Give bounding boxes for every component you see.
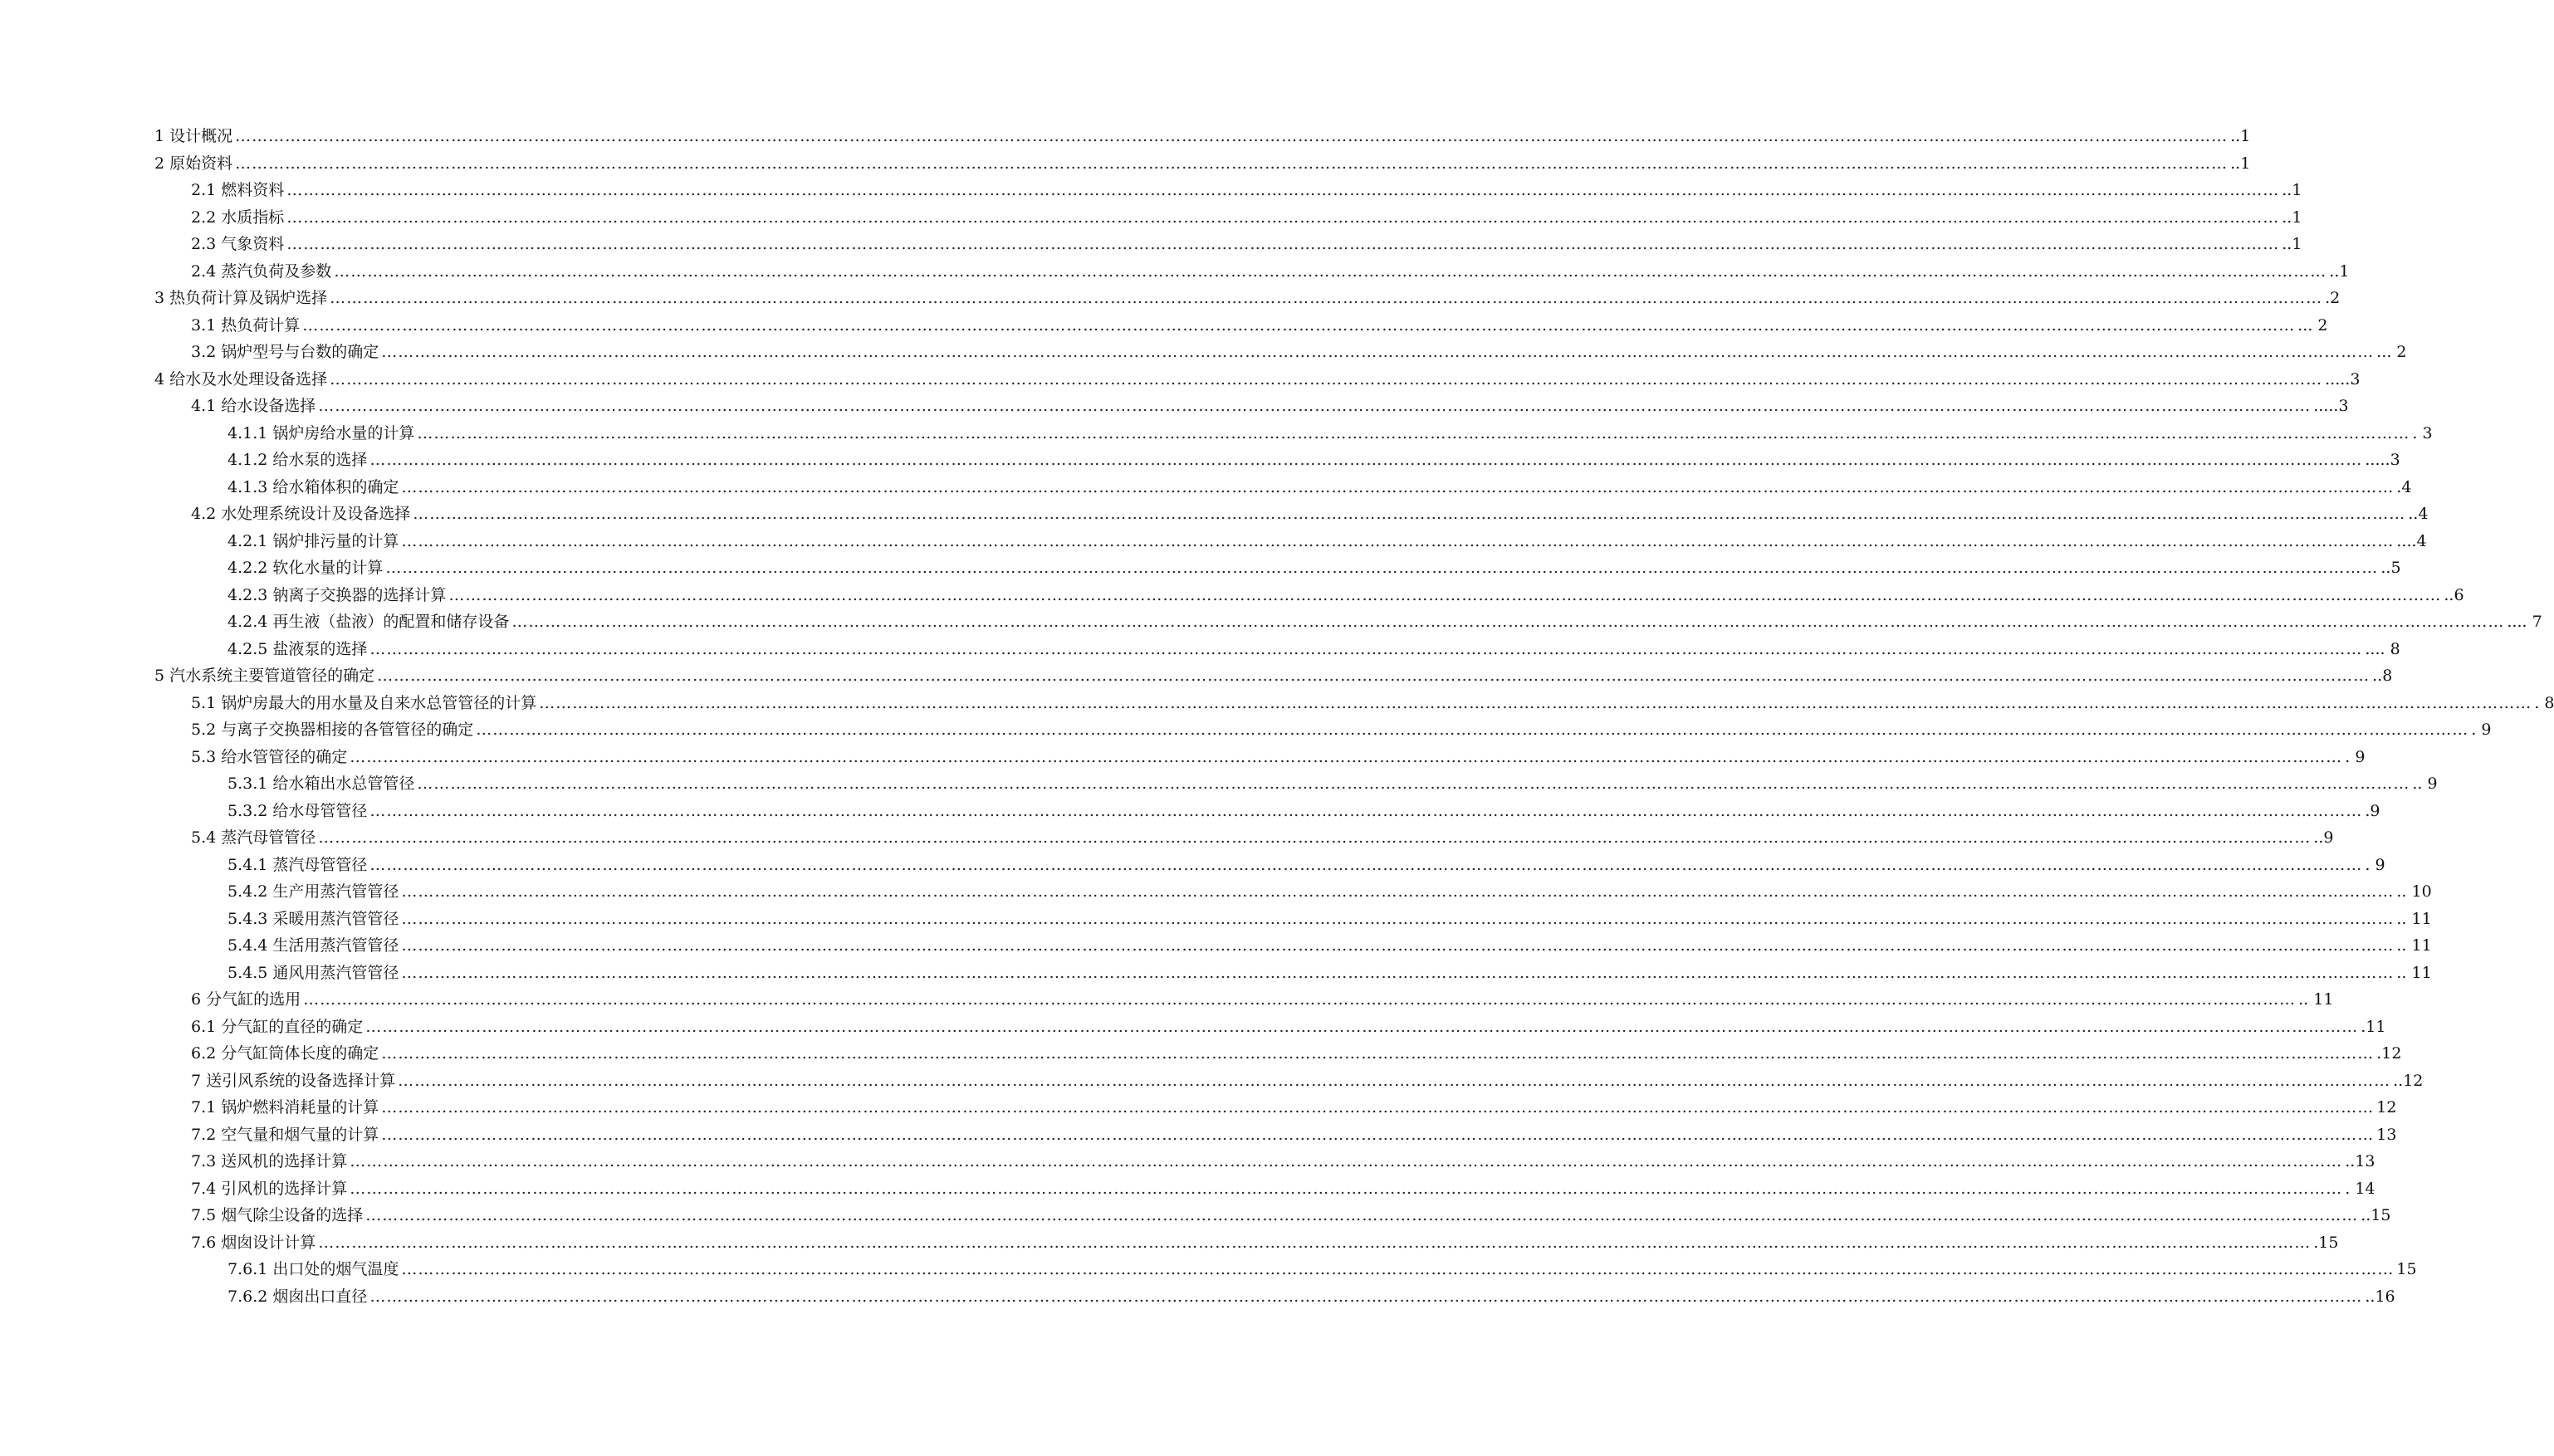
toc-dot-leader: ……………………………………………………………………………………………………………………………………………………………………………………………………………………………………………………………………………………………………………………………… — [401, 477, 2395, 496]
toc-dot-leader: ……………………………………………………………………………………………………………………………………………………………………………………………………………………………………………………………………………………………………………………………… — [476, 721, 2469, 739]
toc-dot-leader: ……………………………………………………………………………………………………………………………………………………………………………………………………………………………………………………………………………………………………………………………… — [401, 909, 2395, 928]
toc-page-number: ..1 — [2329, 261, 2350, 281]
toc-entry-title: 5.4.3 采暖用蒸汽管管径 — [228, 909, 399, 928]
toc-entry — [154, 798, 2380, 825]
toc-dot-leader: ……………………………………………………………………………………………………………………………………………………………………………………………………………………………………………………………………………………………………………………………… — [365, 1017, 2359, 1036]
toc-entry — [154, 690, 2554, 717]
toc-entry-title: 4.2.3 钠离子交换器的选择计算 — [228, 585, 447, 604]
toc-dot-leader: ……………………………………………………………………………………………………………………………………………………………………………………………………………………………………………………………………………………………………………………………… — [369, 801, 2363, 820]
toc-entry-title: 7.6 烟囱设计计算 — [191, 1233, 316, 1252]
toc-entry-title: 2 原始资料 — [154, 154, 233, 173]
toc-dot-leader: ……………………………………………………………………………………………………………………………………………………………………………………………………………………………………………………………………………………………………………………………… — [511, 613, 2505, 631]
toc-dot-leader: ……………………………………………………………………………………………………………………………………………………………………………………………………………………………………………………………………………………………………………………………… — [401, 531, 2395, 550]
toc-page-number: .....3 — [2325, 369, 2361, 388]
toc-page-number: ... 2 — [2297, 315, 2328, 335]
toc-dot-leader: ……………………………………………………………………………………………………………………………………………………………………………………………………………………………………………………………………………………………………………………………… — [401, 963, 2395, 982]
toc-entry-title: 2.4 蒸汽负荷及参数 — [191, 261, 332, 281]
toc-page-number: .... 7 — [2507, 613, 2542, 631]
toc-dot-leader: ……………………………………………………………………………………………………………………………………………………………………………………………………………………………………………………………………………………………………………………………… — [286, 208, 2280, 227]
toc-entry-title: 3 热负荷计算及锅炉选择 — [154, 289, 328, 307]
toc-page-number: . 9 — [2471, 721, 2492, 739]
toc-entry — [154, 1283, 2395, 1311]
toc-dot-leader: ……………………………………………………………………………………………………………………………………………………………………………………………………………………………………………………………………………………………………………………………… — [350, 747, 2343, 766]
toc-entry — [154, 123, 2251, 150]
toc-dot-leader: ……………………………………………………………………………………………………………………………………………………………………………………………………………………………………………………………………………………………………………………………… — [302, 315, 2296, 335]
toc-dot-leader: ……………………………………………………………………………………………………………………………………………………………………………………………………………………………………………………………………………………………………………………………… — [235, 154, 2229, 173]
toc-entry — [154, 636, 2400, 663]
toc-dot-leader: ……………………………………………………………………………………………………………………………………………………………………………………………………………………………………………………………………………………………………………………………… — [369, 1287, 2363, 1306]
toc-page-number: ..1 — [2230, 154, 2251, 173]
toc-entry — [154, 1175, 2375, 1203]
toc-entry-title: 7.4 引风机的选择计算 — [191, 1179, 348, 1198]
toc-entry-title: 4.2.2 软化水量的计算 — [228, 559, 384, 577]
toc-page-number: ..1 — [2282, 235, 2302, 253]
toc-entry — [154, 932, 2432, 960]
toc-page-number: . 9 — [2365, 855, 2385, 874]
toc-page-number: .. 11 — [2396, 963, 2432, 982]
toc-entry-title: 4.1.3 给水箱体积的确定 — [228, 477, 399, 496]
toc-entry — [154, 258, 2350, 286]
toc-entry-title: 4.2.4 再生液（盐液）的配置和储存设备 — [228, 613, 510, 631]
toc-dot-leader: ……………………………………………………………………………………………………………………………………………………………………………………………………………………………………………………………………………………………………………………………… — [350, 1179, 2343, 1198]
toc-entry — [154, 177, 2302, 204]
toc-entry-title: 4.1 给水设备选择 — [191, 397, 316, 415]
toc-entry-title: 4.2.1 锅炉排污量的计算 — [228, 531, 399, 550]
toc-page-number: .. 9 — [2412, 774, 2438, 793]
toc-entry-title: 5.3 给水管管径的确定 — [191, 747, 348, 766]
toc-dot-leader: ……………………………………………………………………………………………………………………………………………………………………………………………………………………………………………………………………………………………………………………………… — [377, 667, 2371, 685]
toc-page-number: .... 8 — [2365, 639, 2400, 658]
toc-dot-leader: ……………………………………………………………………………………………………………………………………………………………………………………………………………………………………………………………………………………………………………………………… — [369, 639, 2363, 658]
toc-dot-leader: ……………………………………………………………………………………………………………………………………………………………………………………………………………………………………………………………………………………………………………………………… — [398, 1071, 2391, 1090]
toc-entry — [154, 1202, 2391, 1229]
toc-entry — [154, 1040, 2402, 1068]
toc-dot-leader: ……………………………………………………………………………………………………………………………………………………………………………………………………………………………………………………………………………………………………………………………… — [401, 882, 2395, 901]
toc-dot-leader: ……………………………………………………………………………………………………………………………………………………………………………………………………………………………………………………………………………………………………………………………… — [381, 1098, 2375, 1116]
toc-page-number: .. 11 — [2298, 990, 2334, 1009]
table-of-contents — [154, 123, 2554, 1310]
toc-page-number: .2 — [2325, 289, 2341, 307]
toc-page-number: .9 — [2365, 801, 2380, 820]
toc-entry-title: 5.4.1 蒸汽母管管径 — [228, 855, 368, 874]
toc-entry-title: 4.1.2 给水泵的选择 — [228, 451, 368, 469]
toc-entry-title: 2.3 气象资料 — [191, 235, 285, 253]
toc-entry — [154, 662, 2393, 690]
toc-entry — [154, 906, 2432, 933]
toc-page-number: ..4 — [2408, 505, 2429, 523]
toc-entry — [154, 447, 2400, 474]
toc-entry — [154, 1094, 2397, 1121]
toc-page-number: .. 11 — [2396, 909, 2432, 928]
toc-page-number: .4 — [2396, 477, 2412, 496]
toc-page-number: 15 — [2396, 1260, 2417, 1278]
toc-entry-title: 5.4 蒸汽母管管径 — [191, 828, 316, 847]
toc-dot-leader: ……………………………………………………………………………………………………………………………………………………………………………………………………………………………………………………………………………………………………………………………… — [539, 693, 2532, 712]
toc-page-number: .12 — [2376, 1044, 2402, 1063]
toc-dot-leader: ……………………………………………………………………………………………………………………………………………………………………………………………………………………………………………………………………………………………………………………………… — [350, 1152, 2343, 1170]
toc-dot-leader: ……………………………………………………………………………………………………………………………………………………………………………………………………………………………………………………………………………………………………………………………… — [401, 936, 2395, 955]
toc-entry-title: 2.1 燃料资料 — [191, 181, 285, 199]
toc-entry-title: 5.3.2 给水母管管径 — [228, 801, 368, 820]
toc-entry-title: 7.3 送风机的选择计算 — [191, 1152, 348, 1170]
toc-entry — [154, 770, 2438, 798]
toc-dot-leader: ……………………………………………………………………………………………………………………………………………………………………………………………………………………………………………………………………………………………………………………………… — [334, 261, 2327, 281]
toc-page-number: ... 2 — [2376, 343, 2407, 361]
toc-entry — [154, 1068, 2424, 1095]
toc-dot-leader: ……………………………………………………………………………………………………………………………………………………………………………………………………………………………………………………………………………………………………………………………… — [318, 397, 2312, 415]
toc-page-number: ..13 — [2345, 1152, 2375, 1170]
toc-page-number: .11 — [2361, 1017, 2386, 1036]
toc-dot-leader: ……………………………………………………………………………………………………………………………………………………………………………………………………………………………………………………………………………………………………………………………… — [318, 1233, 2312, 1252]
toc-entry — [154, 204, 2302, 232]
toc-entry — [154, 366, 2361, 393]
toc-dot-leader: ……………………………………………………………………………………………………………………………………………………………………………………………………………………………………………………………………………………………………………………………… — [369, 451, 2363, 469]
toc-dot-leader: ……………………………………………………………………………………………………………………………………………………………………………………………………………………………………………………………………………………………………………………………… — [330, 369, 2323, 388]
toc-entry-title: 7.6.2 烟囱出口直径 — [228, 1287, 368, 1306]
toc-page-number: .....3 — [2313, 397, 2349, 415]
toc-entry-title: 5.4.2 生产用蒸汽管管径 — [228, 882, 399, 901]
toc-entry-title: 7.1 锅炉燃料消耗量的计算 — [191, 1098, 379, 1116]
toc-dot-leader: ……………………………………………………………………………………………………………………………………………………………………………………………………………………………………………………………………………………………………………………………… — [330, 289, 2323, 307]
toc-page-number: ..8 — [2372, 667, 2393, 685]
toc-entry — [154, 528, 2427, 555]
toc-entry — [154, 312, 2328, 340]
toc-entry — [154, 986, 2334, 1014]
toc-page-number: .15 — [2313, 1233, 2339, 1252]
toc-page-number: 12 — [2376, 1098, 2397, 1116]
toc-page-number: ..1 — [2230, 127, 2251, 145]
toc-dot-leader: ……………………………………………………………………………………………………………………………………………………………………………………………………………………………………………………………………………………………………………………………… — [413, 505, 2406, 523]
toc-entry-title: 5.4.5 通风用蒸汽管管径 — [228, 963, 399, 982]
toc-page-number: .. 11 — [2396, 936, 2432, 955]
toc-page-number: . 14 — [2345, 1179, 2375, 1198]
toc-dot-leader: ……………………………………………………………………………………………………………………………………………………………………………………………………………………………………………………………………………………………………………………………… — [286, 181, 2280, 199]
toc-dot-leader: ……………………………………………………………………………………………………………………………………………………………………………………………………………………………………………………………………………………………………………………………… — [303, 990, 2297, 1009]
toc-page-number: ..6 — [2444, 585, 2464, 604]
toc-entry-title: 2.2 水质指标 — [191, 208, 285, 227]
toc-dot-leader: ……………………………………………………………………………………………………………………………………………………………………………………………………………………………………………………………………………………………………………………………… — [369, 855, 2363, 874]
toc-entry — [154, 960, 2432, 987]
toc-page-number: ..1 — [2282, 181, 2302, 199]
toc-entry — [154, 285, 2341, 312]
toc-entry — [154, 1148, 2375, 1175]
toc-entry — [154, 608, 2542, 636]
toc-entry-title: 7 送引风系统的设备选择计算 — [191, 1071, 396, 1090]
toc-entry-title: 3.2 锅炉型号与台数的确定 — [191, 343, 379, 361]
toc-entry-title: 3.1 热负荷计算 — [191, 315, 301, 335]
toc-entry — [154, 555, 2401, 582]
toc-entry — [154, 824, 2334, 852]
toc-entry-title: 7.6.1 出口处的烟气温度 — [228, 1260, 399, 1278]
toc-entry-title: 7.5 烟气除尘设备的选择 — [191, 1206, 364, 1224]
toc-entry — [154, 1229, 2339, 1257]
toc-dot-leader: ……………………………………………………………………………………………………………………………………………………………………………………………………………………………………………………………………………………………………………………………… — [417, 774, 2410, 793]
toc-page-number: 13 — [2376, 1125, 2397, 1144]
toc-page-number: ..5 — [2380, 559, 2401, 577]
toc-page-number: .. 10 — [2396, 882, 2432, 901]
toc-entry-title: 1 设计概况 — [154, 127, 233, 145]
toc-entry-title: 6.1 分气缸的直径的确定 — [191, 1017, 364, 1036]
toc-page-number: ..15 — [2361, 1206, 2391, 1224]
toc-page-number: . 8 — [2534, 693, 2554, 712]
toc-entry-title: 4 给水及水处理设备选择 — [154, 369, 328, 388]
toc-entry — [154, 1256, 2417, 1283]
toc-page-number: .....3 — [2365, 451, 2400, 469]
toc-dot-leader: ……………………………………………………………………………………………………………………………………………………………………………………………………………………………………………………………………………………………………………………………… — [286, 235, 2280, 253]
toc-entry-title: 5 汽水系统主要管道管径的确定 — [154, 667, 375, 685]
toc-dot-leader: ……………………………………………………………………………………………………………………………………………………………………………………………………………………………………………………………………………………………………………………………… — [381, 1125, 2375, 1144]
toc-entry — [154, 1121, 2397, 1149]
toc-dot-leader: ……………………………………………………………………………………………………………………………………………………………………………………………………………………………………………………………………………………………………………………………… — [235, 127, 2229, 145]
toc-page-number: ..9 — [2313, 828, 2334, 847]
toc-entry — [154, 501, 2429, 528]
toc-dot-leader: ……………………………………………………………………………………………………………………………………………………………………………………………………………………………………………………………………………………………………………………………… — [417, 423, 2410, 442]
toc-entry — [154, 339, 2407, 366]
toc-entry — [154, 420, 2433, 447]
toc-entry — [154, 150, 2251, 178]
toc-dot-leader: ……………………………………………………………………………………………………………………………………………………………………………………………………………………………………………………………………………………………………………………………… — [448, 585, 2442, 604]
toc-entry-title: 5.3.1 给水箱出水总管管径 — [228, 774, 415, 793]
toc-dot-leader: ……………………………………………………………………………………………………………………………………………………………………………………………………………………………………………………………………………………………………………………………… — [385, 559, 2379, 577]
toc-entry — [154, 582, 2464, 609]
toc-entry — [154, 1014, 2386, 1041]
toc-dot-leader: ……………………………………………………………………………………………………………………………………………………………………………………………………………………………………………………………………………………………………………………………… — [365, 1206, 2359, 1224]
toc-page-number: ....4 — [2396, 531, 2427, 550]
toc-entry — [154, 852, 2385, 879]
toc-dot-leader: ……………………………………………………………………………………………………………………………………………………………………………………………………………………………………………………………………………………………………………………………… — [318, 828, 2312, 847]
toc-entry-title: 4.2 水处理系统设计及设备选择 — [191, 505, 411, 523]
toc-entry-title: 6 分气缸的选用 — [191, 990, 301, 1009]
toc-entry-title: 6.2 分气缸筒体长度的确定 — [191, 1044, 379, 1063]
toc-entry — [154, 393, 2349, 420]
toc-entry-title: 5.1 锅炉房最大的用水量及自来水总管管径的计算 — [191, 693, 537, 712]
toc-entry — [154, 231, 2302, 258]
toc-page-number: ..16 — [2365, 1287, 2395, 1306]
toc-entry — [154, 474, 2412, 501]
toc-entry-title: 4.2.5 盐液泵的选择 — [228, 639, 368, 658]
toc-entry-title: 4.1.1 锅炉房给水量的计算 — [228, 423, 415, 442]
toc-entry-title: 7.2 空气量和烟气量的计算 — [191, 1125, 379, 1144]
toc-entry — [154, 716, 2492, 744]
toc-page-number: ..12 — [2393, 1071, 2424, 1090]
toc-entry — [154, 744, 2366, 771]
toc-dot-leader: ……………………………………………………………………………………………………………………………………………………………………………………………………………………………………………………………………………………………………………………………… — [381, 343, 2375, 361]
toc-dot-leader: ……………………………………………………………………………………………………………………………………………………………………………………………………………………………………………………………………………………………………………………………… — [381, 1044, 2375, 1063]
toc-entry — [154, 878, 2432, 906]
toc-page-number: . 9 — [2345, 747, 2366, 766]
toc-page-number: ..1 — [2282, 208, 2302, 227]
toc-dot-leader: ……………………………………………………………………………………………………………………………………………………………………………………………………………………………………………………………………………………………………………………………… — [401, 1260, 2395, 1278]
toc-page-number: . 3 — [2412, 423, 2433, 442]
toc-entry-title: 5.2 与离子交换器相接的各管管径的确定 — [191, 721, 474, 739]
toc-entry-title: 5.4.4 生活用蒸汽管管径 — [228, 936, 399, 955]
